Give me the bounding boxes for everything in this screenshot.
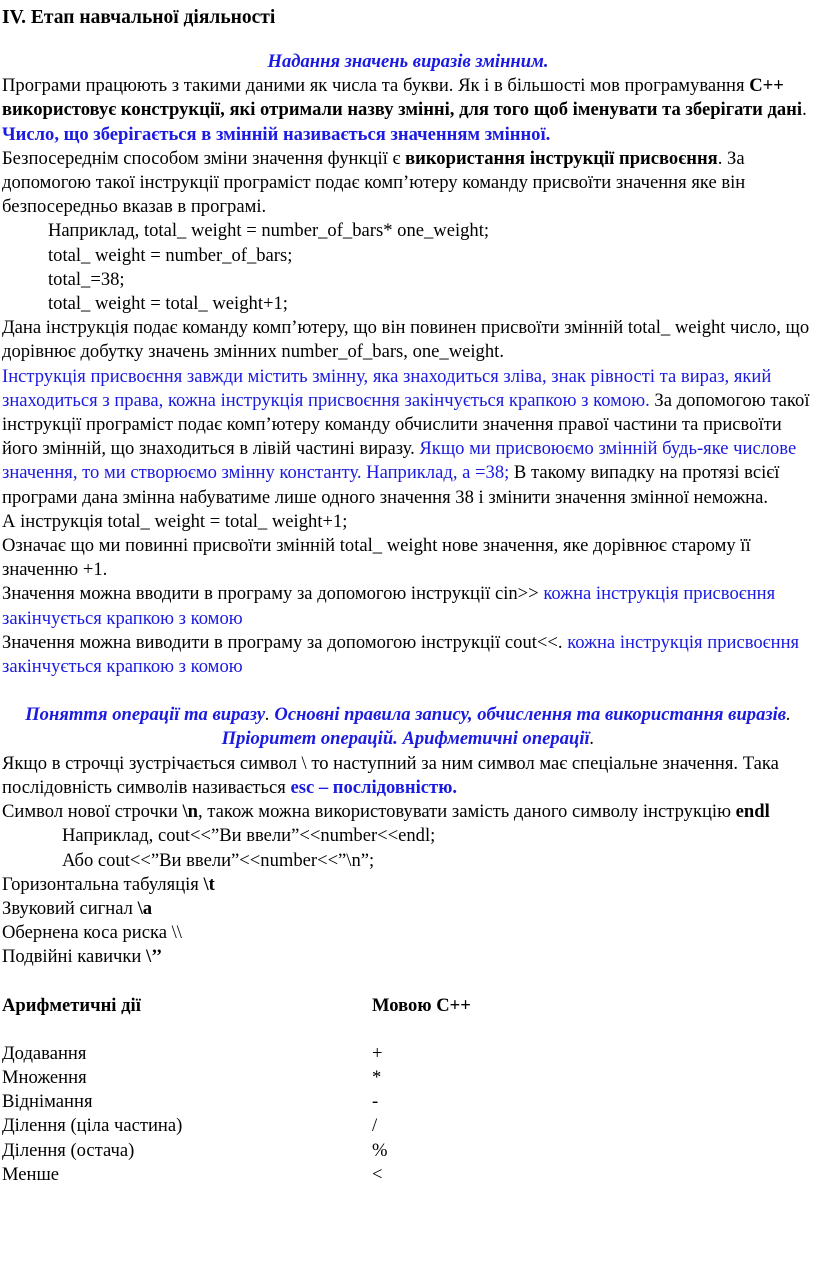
- escape-sequence-list: [2, 873, 814, 970]
- header-cell: [310, 994, 372, 1018]
- table-cell-empty: [310, 1090, 372, 1114]
- escape-item: [2, 921, 814, 945]
- paragraph-rules: [2, 365, 814, 510]
- document-page: [0, 6, 816, 1187]
- table-row: [2, 1163, 471, 1187]
- escape-label: Горизонтальна табуляція: [2, 873, 204, 895]
- table-cell: -: [372, 1091, 379, 1113]
- highlight-text: Якщо ми присвоюємо змінній будь-яке числове значення, то ми створюємо змінну константу. Наприклад, а =38;: [2, 438, 797, 484]
- escape-label: Звуковий сигнал: [2, 897, 138, 919]
- subtitle-part: Основні правила запису, обчислення та використання виразів: [274, 704, 787, 726]
- code-line: total_ weight = total_ weight+1;: [48, 293, 288, 315]
- paragraph-cin: [2, 582, 814, 630]
- paragraph-variables: [2, 74, 814, 147]
- paragraph-explanation: Дана інструкція подає команду комп’ютеру, що він повинен присвоїти змінній total_ weight число, що дорівнює добутку значень змінних number_of_bars, one_weight.: [2, 317, 810, 363]
- table-cell: <: [372, 1163, 383, 1185]
- subtitle-part: Пріоритет операцій. Арифметичні операції: [221, 728, 590, 750]
- code-example-1: [2, 219, 814, 316]
- header-cell: Арифметичні дії: [2, 994, 141, 1016]
- subtitle-part: .: [265, 704, 275, 726]
- escape-item: [2, 873, 814, 897]
- escape-code: \’’: [146, 946, 163, 968]
- highlight-text: esc – послідовністю.: [290, 776, 458, 798]
- bold-text: \n: [182, 801, 198, 823]
- escape-code: \t: [203, 873, 215, 895]
- header-cell: Мовою С++: [372, 994, 471, 1016]
- section-title: IV. Етап навчальної діяльності: [2, 7, 276, 28]
- text: Програми працюють з такими даними як числа та букви. Як і в більшості мов програмування: [2, 75, 750, 97]
- code-example-2: [2, 824, 814, 872]
- bold-text: endl: [735, 801, 770, 823]
- spacer: [2, 679, 814, 703]
- table-cell-empty: [310, 1114, 372, 1138]
- escape-label: Подвійні кавички: [2, 946, 147, 968]
- code-line: Наприклад, total_ weight = number_of_bars* one_weight;: [48, 220, 490, 242]
- text: В такому випадку на протязі всієї програми дана змінна набуватиме лише одного значення 38 і змінити значення змінної неможна.: [2, 462, 780, 508]
- subtitle-assignment: Надання значень виразів змінним.: [267, 51, 549, 72]
- table-row: [2, 1066, 471, 1090]
- text: . За допомогою такої інструкції програміст подає комп’ютеру команду присвоїти значення яке він безпосередньо вказав в програмі.: [2, 147, 746, 218]
- table-cell-empty: [310, 1042, 372, 1066]
- code-line: total_ weight = number_of_bars;: [48, 244, 293, 266]
- subtitle-part: .: [786, 704, 791, 726]
- table-spacer-row: [2, 1018, 471, 1042]
- bold-text: використання інструкції присвоєння: [405, 147, 718, 169]
- text: За допомогою такої інструкції програміст подає комп’ютеру команду обчислити значення правої частини та присвоїти його змінній, що знаходиться в лівій частині виразу.: [2, 389, 810, 460]
- paragraph-assignment: [2, 147, 814, 220]
- text: Значення можна виводити в програму за допомогою інструкції cout<<.: [2, 631, 568, 653]
- table-cell: %: [372, 1139, 388, 1161]
- code-line: total_=38;: [48, 268, 125, 290]
- code-line: Наприклад, cout<<”Ви ввели”<<number<<endl;: [62, 825, 436, 847]
- text: Безпосереднім способом зміни значення функції є: [2, 147, 406, 169]
- paragraph-increment-meaning: Означає що ми повинні присвоїти змінній total_ weight нове значення, яке дорівнює старому її значенню +1.: [2, 535, 751, 581]
- escape-code: \a: [137, 897, 153, 919]
- paragraph-cout: [2, 631, 814, 679]
- table-cell: Додавання: [2, 1042, 87, 1064]
- table-row: [2, 1139, 471, 1163]
- table-cell-empty: [310, 1139, 372, 1163]
- table-cell: Множення: [2, 1066, 87, 1088]
- paragraph-newline: [2, 800, 814, 824]
- table-row: [2, 1090, 471, 1114]
- paragraph-increment: А інструкція total_ weight = total_ weight+1;: [2, 510, 348, 532]
- table-cell: Ділення (ціла частина): [2, 1115, 183, 1137]
- text: , також можна використовувати замість даного символу інструкцію: [197, 801, 736, 823]
- text: .: [802, 99, 807, 121]
- highlight-text: Число, що зберігається в змінній називається значенням змінної.: [2, 123, 551, 145]
- bold-text: С++ використовує конструкції, які отримали назву змінні, для того щоб іменувати та зберігати дані: [2, 75, 803, 121]
- code-line: Або cout<<”Ви ввели”<<number<<”\n”;: [62, 849, 375, 871]
- table-cell: Віднімання: [2, 1091, 93, 1113]
- text: Символ нової строчки: [2, 801, 183, 823]
- table-cell: /: [372, 1115, 378, 1137]
- table-header-row: [2, 994, 471, 1018]
- text: Якщо в строчці зустрічається символ \ то наступний за ним символ має спеціальне значення. Така послідовність символів називається: [2, 752, 779, 798]
- spacer: [2, 30, 814, 50]
- text: Значення можна вводити в програму за допомогою інструкції cin>>: [2, 583, 544, 605]
- highlight-text: кожна інструкція присвоєння закінчується крапкою з комою: [2, 583, 776, 629]
- escape-label: Обернена коса риска: [2, 922, 172, 944]
- subtitle-part: .: [589, 728, 595, 750]
- highlight-text: кожна інструкція присвоєння закінчується крапкою з комою: [2, 631, 800, 678]
- arithmetic-ops-table: [2, 994, 471, 1187]
- table-cell-empty: [310, 1163, 372, 1187]
- table-cell: Ділення (остача): [2, 1139, 135, 1161]
- table-cell-empty: [310, 1066, 372, 1090]
- escape-code: \\: [171, 922, 182, 944]
- subtitle-operations: [2, 703, 814, 751]
- table-row: [2, 1042, 471, 1066]
- highlight-text: Інструкція присвоєння завжди містить змінну, яка знаходиться зліва, знак рівності та вираз, який знаходиться з права, кожна інструкція присвоєння закінчується крапкою з комою.: [2, 365, 772, 411]
- escape-item: [2, 945, 814, 969]
- table-cell: Менше: [2, 1163, 60, 1185]
- subtitle-part: Поняття операції та виразу: [25, 704, 266, 726]
- spacer: [2, 970, 814, 994]
- table-cell: *: [372, 1066, 382, 1088]
- paragraph-escape: [2, 752, 814, 800]
- escape-item: [2, 897, 814, 921]
- table-row: [2, 1114, 471, 1138]
- table-cell: +: [372, 1042, 383, 1064]
